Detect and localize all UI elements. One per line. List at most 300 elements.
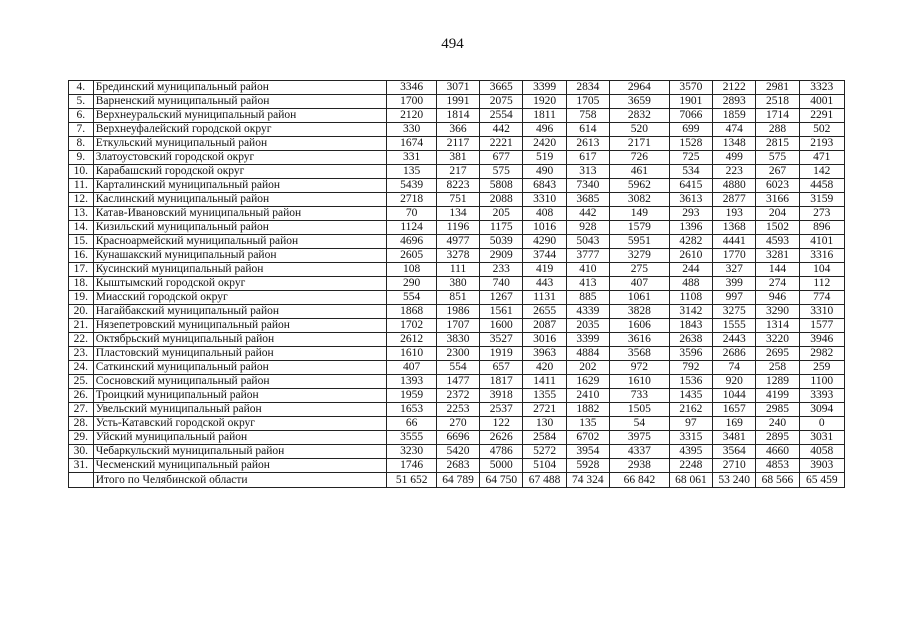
value-cell: 1561 xyxy=(480,305,523,319)
value-cell: 3568 xyxy=(610,347,670,361)
value-cell: 2518 xyxy=(756,95,799,109)
value-cell: 474 xyxy=(713,123,756,137)
value-cell: 8223 xyxy=(436,179,479,193)
value-cell: 149 xyxy=(610,207,670,221)
value-cell: 135 xyxy=(387,165,436,179)
value-cell: 1175 xyxy=(480,221,523,235)
value-cell: 2372 xyxy=(436,389,479,403)
value-cell: 4441 xyxy=(713,235,756,249)
row-number: 6. xyxy=(69,109,94,123)
value-cell: 1477 xyxy=(436,375,479,389)
value-cell: 1919 xyxy=(480,347,523,361)
value-cell: 3346 xyxy=(387,81,436,95)
value-cell: 2832 xyxy=(610,109,670,123)
value-cell: 1629 xyxy=(566,375,609,389)
value-cell: 1653 xyxy=(387,403,436,417)
value-cell: 330 xyxy=(387,123,436,137)
table-row xyxy=(69,403,845,417)
value-cell: 1393 xyxy=(387,375,436,389)
table-row xyxy=(69,95,845,109)
value-cell: 2612 xyxy=(387,333,436,347)
value-cell: 3315 xyxy=(669,431,712,445)
value-cell: 4853 xyxy=(756,459,799,473)
value-cell: 2834 xyxy=(566,81,609,95)
value-cell: 1061 xyxy=(610,291,670,305)
value-cell: 4660 xyxy=(756,445,799,459)
value-cell: 407 xyxy=(610,277,670,291)
value-cell: 3031 xyxy=(799,431,844,445)
district-name: Чесменский муниципальный район xyxy=(93,459,387,473)
row-number: 25. xyxy=(69,375,94,389)
value-cell: 1528 xyxy=(669,137,712,151)
district-name: Кунашакский муниципальный район xyxy=(93,249,387,263)
table-row xyxy=(69,123,845,137)
value-cell: 1131 xyxy=(523,291,566,305)
value-cell: 5000 xyxy=(480,459,523,473)
value-cell: 2554 xyxy=(480,109,523,123)
value-cell: 2035 xyxy=(566,319,609,333)
value-cell: 2718 xyxy=(387,193,436,207)
value-cell: 7340 xyxy=(566,179,609,193)
value-cell: 3481 xyxy=(713,431,756,445)
value-cell: 3613 xyxy=(669,193,712,207)
value-cell: 5039 xyxy=(480,235,523,249)
value-cell: 617 xyxy=(566,151,609,165)
value-cell: 751 xyxy=(436,193,479,207)
value-cell: 4880 xyxy=(713,179,756,193)
value-cell: 135 xyxy=(566,417,609,431)
district-name: Брединский муниципальный район xyxy=(93,81,387,95)
value-cell: 946 xyxy=(756,291,799,305)
value-cell: 1657 xyxy=(713,403,756,417)
value-cell: 2877 xyxy=(713,193,756,207)
value-cell: 4199 xyxy=(756,389,799,403)
value-cell: 5439 xyxy=(387,179,436,193)
value-cell: 134 xyxy=(436,207,479,221)
value-cell: 142 xyxy=(799,165,844,179)
value-cell: 259 xyxy=(799,361,844,375)
value-cell: 1714 xyxy=(756,109,799,123)
value-cell: 3659 xyxy=(610,95,670,109)
row-number: 7. xyxy=(69,123,94,137)
value-cell: 1502 xyxy=(756,221,799,235)
value-cell: 3828 xyxy=(610,305,670,319)
value-cell: 442 xyxy=(480,123,523,137)
value-cell: 288 xyxy=(756,123,799,137)
table-row xyxy=(69,431,845,445)
value-cell: 313 xyxy=(566,165,609,179)
table-row xyxy=(69,81,845,95)
value-cell: 108 xyxy=(387,263,436,277)
value-cell: 1674 xyxy=(387,137,436,151)
value-cell: 122 xyxy=(480,417,523,431)
value-cell: 1577 xyxy=(799,319,844,333)
value-cell: 502 xyxy=(799,123,844,137)
row-number: 30. xyxy=(69,445,94,459)
district-name: Нязепетровский муниципальный район xyxy=(93,319,387,333)
value-cell: 4337 xyxy=(610,445,670,459)
table-row xyxy=(69,333,845,347)
value-cell: 1959 xyxy=(387,389,436,403)
value-cell: 1811 xyxy=(523,109,566,123)
value-cell: 1746 xyxy=(387,459,436,473)
value-cell: 1700 xyxy=(387,95,436,109)
district-name: Пластовский муниципальный район xyxy=(93,347,387,361)
table-body xyxy=(69,81,845,488)
district-name: Кизильский муниципальный район xyxy=(93,221,387,235)
value-cell: 1368 xyxy=(713,221,756,235)
value-cell: 74 xyxy=(713,361,756,375)
value-cell: 1986 xyxy=(436,305,479,319)
value-cell: 3094 xyxy=(799,403,844,417)
value-cell: 2815 xyxy=(756,137,799,151)
value-cell: 2655 xyxy=(523,305,566,319)
row-number: 19. xyxy=(69,291,94,305)
value-cell: 3399 xyxy=(566,333,609,347)
value-cell: 413 xyxy=(566,277,609,291)
value-cell: 534 xyxy=(669,165,712,179)
district-name: Миасский городской округ xyxy=(93,291,387,305)
row-number: 15. xyxy=(69,235,94,249)
value-cell: 725 xyxy=(669,151,712,165)
value-cell: 205 xyxy=(480,207,523,221)
value-cell: 2122 xyxy=(713,81,756,95)
value-cell: 2982 xyxy=(799,347,844,361)
value-cell: 3016 xyxy=(523,333,566,347)
value-cell: 4290 xyxy=(523,235,566,249)
value-cell: 792 xyxy=(669,361,712,375)
table-row xyxy=(69,347,845,361)
value-cell: 6415 xyxy=(669,179,712,193)
row-number: 20. xyxy=(69,305,94,319)
value-cell: 70 xyxy=(387,207,436,221)
value-cell: 3310 xyxy=(799,305,844,319)
value-cell: 520 xyxy=(610,123,670,137)
value-cell: 2221 xyxy=(480,137,523,151)
district-name: Карталинский муниципальный район xyxy=(93,179,387,193)
value-cell: 51 652 xyxy=(387,473,436,488)
district-name: Уйский муниципальный район xyxy=(93,431,387,445)
value-cell: 1355 xyxy=(523,389,566,403)
value-cell: 726 xyxy=(610,151,670,165)
district-name: Сосновский муниципальный район xyxy=(93,375,387,389)
value-cell: 144 xyxy=(756,263,799,277)
value-cell: 5951 xyxy=(610,235,670,249)
table-row xyxy=(69,179,845,193)
district-name: Итого по Челябинской области xyxy=(93,473,387,488)
value-cell: 290 xyxy=(387,277,436,291)
row-number: 11. xyxy=(69,179,94,193)
value-cell: 130 xyxy=(523,417,566,431)
page-number: 494 xyxy=(441,36,464,52)
value-cell: 1882 xyxy=(566,403,609,417)
value-cell: 2248 xyxy=(669,459,712,473)
value-cell: 1505 xyxy=(610,403,670,417)
value-cell: 193 xyxy=(713,207,756,221)
table-row xyxy=(69,361,845,375)
table-row xyxy=(69,445,845,459)
district-name: Верхнеуфалейский городской округ xyxy=(93,123,387,137)
value-cell: 3555 xyxy=(387,431,436,445)
row-number: 10. xyxy=(69,165,94,179)
value-cell: 66 842 xyxy=(610,473,670,488)
row-number: 17. xyxy=(69,263,94,277)
value-cell: 5962 xyxy=(610,179,670,193)
value-cell: 1267 xyxy=(480,291,523,305)
value-cell: 3744 xyxy=(523,249,566,263)
value-cell: 1814 xyxy=(436,109,479,123)
value-cell: 2443 xyxy=(713,333,756,347)
district-name: Увельский муниципальный район xyxy=(93,403,387,417)
value-cell: 65 459 xyxy=(799,473,844,488)
value-cell: 972 xyxy=(610,361,670,375)
value-cell: 1536 xyxy=(669,375,712,389)
value-cell: 366 xyxy=(436,123,479,137)
value-cell: 1016 xyxy=(523,221,566,235)
row-number: 14. xyxy=(69,221,94,235)
value-cell: 3316 xyxy=(799,249,844,263)
value-cell: 3281 xyxy=(756,249,799,263)
value-cell: 6843 xyxy=(523,179,566,193)
value-cell: 554 xyxy=(436,361,479,375)
value-cell: 3323 xyxy=(799,81,844,95)
value-cell: 3166 xyxy=(756,193,799,207)
value-cell: 1314 xyxy=(756,319,799,333)
table-row xyxy=(69,249,845,263)
value-cell: 2710 xyxy=(713,459,756,473)
value-cell: 3777 xyxy=(566,249,609,263)
row-number: 21. xyxy=(69,319,94,333)
value-cell: 774 xyxy=(799,291,844,305)
value-cell: 204 xyxy=(756,207,799,221)
value-cell: 490 xyxy=(523,165,566,179)
value-cell: 2909 xyxy=(480,249,523,263)
value-cell: 2584 xyxy=(523,431,566,445)
value-cell: 2721 xyxy=(523,403,566,417)
value-cell: 2300 xyxy=(436,347,479,361)
row-number: 28. xyxy=(69,417,94,431)
value-cell: 1868 xyxy=(387,305,436,319)
value-cell: 4593 xyxy=(756,235,799,249)
table-row xyxy=(69,235,845,249)
value-cell: 2893 xyxy=(713,95,756,109)
value-cell: 3071 xyxy=(436,81,479,95)
row-number: 18. xyxy=(69,277,94,291)
value-cell: 4282 xyxy=(669,235,712,249)
district-name: Златоустовский городской округ xyxy=(93,151,387,165)
value-cell: 410 xyxy=(566,263,609,277)
value-cell: 3310 xyxy=(523,193,566,207)
value-cell: 499 xyxy=(713,151,756,165)
value-cell: 2938 xyxy=(610,459,670,473)
row-number: 31. xyxy=(69,459,94,473)
value-cell: 4395 xyxy=(669,445,712,459)
row-number: 23. xyxy=(69,347,94,361)
value-cell: 419 xyxy=(523,263,566,277)
statistics-table xyxy=(68,80,845,488)
district-name: Красноармейский муниципальный район xyxy=(93,235,387,249)
value-cell: 2605 xyxy=(387,249,436,263)
value-cell: 327 xyxy=(713,263,756,277)
value-cell: 67 488 xyxy=(523,473,566,488)
value-cell: 275 xyxy=(610,263,670,277)
value-cell: 2985 xyxy=(756,403,799,417)
table-row xyxy=(69,221,845,235)
value-cell: 381 xyxy=(436,151,479,165)
value-cell: 1901 xyxy=(669,95,712,109)
district-name: Каслинский муниципальный район xyxy=(93,193,387,207)
value-cell: 1396 xyxy=(669,221,712,235)
value-cell: 4339 xyxy=(566,305,609,319)
value-cell: 74 324 xyxy=(566,473,609,488)
value-cell: 2613 xyxy=(566,137,609,151)
value-cell: 1411 xyxy=(523,375,566,389)
value-cell: 3616 xyxy=(610,333,670,347)
table-row xyxy=(69,151,845,165)
value-cell: 267 xyxy=(756,165,799,179)
value-cell: 519 xyxy=(523,151,566,165)
value-cell: 68 566 xyxy=(756,473,799,488)
value-cell: 6702 xyxy=(566,431,609,445)
value-cell: 5272 xyxy=(523,445,566,459)
district-name: Усть-Катавский городской округ xyxy=(93,417,387,431)
value-cell: 7066 xyxy=(669,109,712,123)
district-name: Кусинский муниципальный район xyxy=(93,263,387,277)
table-row xyxy=(69,291,845,305)
row-number: 27. xyxy=(69,403,94,417)
value-cell: 733 xyxy=(610,389,670,403)
value-cell: 997 xyxy=(713,291,756,305)
value-cell: 1579 xyxy=(610,221,670,235)
total-row xyxy=(69,473,845,488)
row-number xyxy=(69,473,94,488)
value-cell: 5104 xyxy=(523,459,566,473)
value-cell: 2120 xyxy=(387,109,436,123)
value-cell: 104 xyxy=(799,263,844,277)
table-row xyxy=(69,109,845,123)
value-cell: 3685 xyxy=(566,193,609,207)
value-cell: 2087 xyxy=(523,319,566,333)
district-name: Октябрьский муниципальный район xyxy=(93,333,387,347)
value-cell: 1435 xyxy=(669,389,712,403)
value-cell: 3142 xyxy=(669,305,712,319)
value-cell: 3946 xyxy=(799,333,844,347)
table-row xyxy=(69,305,845,319)
value-cell: 614 xyxy=(566,123,609,137)
value-cell: 112 xyxy=(799,277,844,291)
row-number: 5. xyxy=(69,95,94,109)
value-cell: 3527 xyxy=(480,333,523,347)
value-cell: 443 xyxy=(523,277,566,291)
value-cell: 3596 xyxy=(669,347,712,361)
row-number: 29. xyxy=(69,431,94,445)
value-cell: 1555 xyxy=(713,319,756,333)
value-cell: 920 xyxy=(713,375,756,389)
value-cell: 575 xyxy=(480,165,523,179)
value-cell: 97 xyxy=(669,417,712,431)
table-row xyxy=(69,459,845,473)
value-cell: 2683 xyxy=(436,459,479,473)
value-cell: 408 xyxy=(523,207,566,221)
value-cell: 1843 xyxy=(669,319,712,333)
value-cell: 64 750 xyxy=(480,473,523,488)
value-cell: 3830 xyxy=(436,333,479,347)
value-cell: 2420 xyxy=(523,137,566,151)
value-cell: 270 xyxy=(436,417,479,431)
value-cell: 274 xyxy=(756,277,799,291)
district-name: Варненский муниципальный район xyxy=(93,95,387,109)
value-cell: 0 xyxy=(799,417,844,431)
value-cell: 1817 xyxy=(480,375,523,389)
value-cell: 3290 xyxy=(756,305,799,319)
value-cell: 3279 xyxy=(610,249,670,263)
row-number: 16. xyxy=(69,249,94,263)
value-cell: 233 xyxy=(480,263,523,277)
value-cell: 6696 xyxy=(436,431,479,445)
value-cell: 3393 xyxy=(799,389,844,403)
value-cell: 3399 xyxy=(523,81,566,95)
value-cell: 169 xyxy=(713,417,756,431)
value-cell: 2626 xyxy=(480,431,523,445)
value-cell: 2291 xyxy=(799,109,844,123)
district-name: Верхнеуральский муниципальный район xyxy=(93,109,387,123)
value-cell: 1859 xyxy=(713,109,756,123)
value-cell: 3275 xyxy=(713,305,756,319)
value-cell: 1707 xyxy=(436,319,479,333)
value-cell: 1044 xyxy=(713,389,756,403)
value-cell: 2686 xyxy=(713,347,756,361)
table-row xyxy=(69,137,845,151)
value-cell: 740 xyxy=(480,277,523,291)
value-cell: 3159 xyxy=(799,193,844,207)
value-cell: 699 xyxy=(669,123,712,137)
value-cell: 2410 xyxy=(566,389,609,403)
district-name: Саткинский муниципальный район xyxy=(93,361,387,375)
value-cell: 1108 xyxy=(669,291,712,305)
row-number: 13. xyxy=(69,207,94,221)
table-row xyxy=(69,263,845,277)
value-cell: 4001 xyxy=(799,95,844,109)
table-row xyxy=(69,165,845,179)
value-cell: 3082 xyxy=(610,193,670,207)
value-cell: 66 xyxy=(387,417,436,431)
value-cell: 293 xyxy=(669,207,712,221)
value-cell: 442 xyxy=(566,207,609,221)
value-cell: 1991 xyxy=(436,95,479,109)
value-cell: 380 xyxy=(436,277,479,291)
value-cell: 575 xyxy=(756,151,799,165)
row-number: 4. xyxy=(69,81,94,95)
value-cell: 4977 xyxy=(436,235,479,249)
district-name: Троицкий муниципальный район xyxy=(93,389,387,403)
value-cell: 2162 xyxy=(669,403,712,417)
value-cell: 3564 xyxy=(713,445,756,459)
table-row xyxy=(69,207,845,221)
value-cell: 54 xyxy=(610,417,670,431)
value-cell: 240 xyxy=(756,417,799,431)
table-row xyxy=(69,193,845,207)
value-cell: 202 xyxy=(566,361,609,375)
value-cell: 3903 xyxy=(799,459,844,473)
value-cell: 2695 xyxy=(756,347,799,361)
value-cell: 1124 xyxy=(387,221,436,235)
value-cell: 2537 xyxy=(480,403,523,417)
value-cell: 3230 xyxy=(387,445,436,459)
value-cell: 1348 xyxy=(713,137,756,151)
value-cell: 657 xyxy=(480,361,523,375)
district-name: Карабашский городской округ xyxy=(93,165,387,179)
value-cell: 4696 xyxy=(387,235,436,249)
